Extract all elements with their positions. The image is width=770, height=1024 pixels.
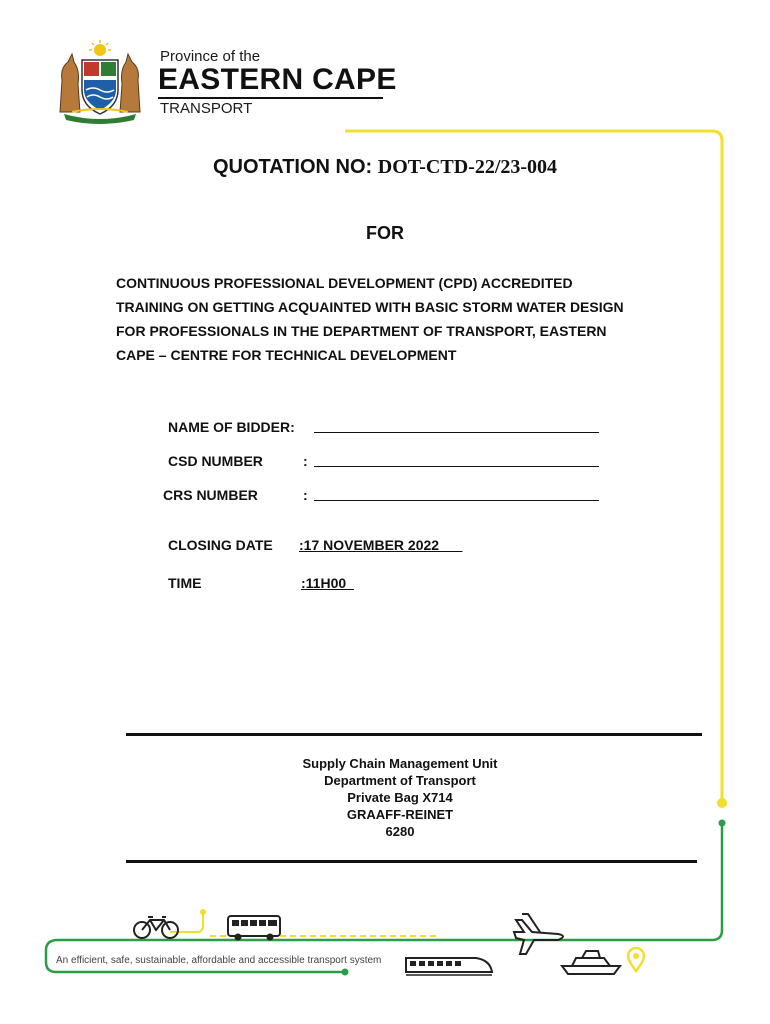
department-name: TRANSPORT <box>160 100 253 117</box>
quotation-number: DOT-CTD-22/23-004 <box>377 156 558 178</box>
address-top-rule <box>126 733 702 736</box>
quotation-title <box>0 156 770 179</box>
bus-icon <box>226 914 284 942</box>
description-line: TRAINING ON GETTING ACQUAINTED WITH BASIC STORM WATER DESIGN <box>116 299 624 315</box>
description-line: CAPE – CENTRE FOR TECHNICAL DEVELOPMENT <box>116 347 457 363</box>
address-line: Department of Transport <box>324 773 476 788</box>
green-frame-dot-end <box>342 969 349 976</box>
bicycle-icon <box>132 914 180 940</box>
address-line: GRAAFF-REINET <box>346 807 454 822</box>
train-icon <box>404 954 494 976</box>
crs-number-field[interactable] <box>314 500 599 501</box>
for-heading: FOR <box>366 223 404 243</box>
csd-number-field[interactable] <box>314 466 599 467</box>
province-label: Province of the <box>160 48 261 65</box>
crs-colon: : <box>303 487 308 503</box>
address-bottom-rule <box>126 860 697 863</box>
ship-icon <box>560 948 622 976</box>
yellow-connector-dot <box>200 909 206 915</box>
bidder-name-field[interactable] <box>314 432 599 433</box>
header-divider <box>158 97 383 99</box>
description-line: CONTINUOUS PROFESSIONAL DEVELOPMENT (CPD) ACCREDITED <box>116 275 573 291</box>
address-block <box>0 755 770 840</box>
address-line: Private Bag X714 <box>347 790 453 805</box>
closing-date-label: CLOSING DATE <box>168 537 273 553</box>
tender-description <box>116 271 696 367</box>
crs-number-label: CRS NUMBER <box>163 487 258 503</box>
time-label: TIME <box>168 575 202 591</box>
address-line: Supply Chain Management Unit <box>302 756 498 771</box>
description-line: FOR PROFESSIONALS IN THE DEPARTMENT OF TRANSPORT, EASTERN <box>116 323 607 339</box>
footer-tagline: An efficient, safe, sustainable, affordable and accessible transport system <box>56 955 382 966</box>
coat-of-arms-icon <box>40 40 160 124</box>
closing-date-value: :17 NOVEMBER 2022___ <box>299 537 463 553</box>
quotation-label: QUOTATION NO: <box>212 156 373 178</box>
province-name: EASTERN CAPE <box>158 63 397 96</box>
bidder-name-label: NAME OF BIDDER: <box>168 419 295 435</box>
csd-colon: : <box>303 453 308 469</box>
address-line: 6280 <box>385 824 415 839</box>
csd-number-label: CSD NUMBER <box>168 453 263 469</box>
time-value: :11H00_ <box>301 575 354 591</box>
location-pin-icon <box>626 947 646 973</box>
